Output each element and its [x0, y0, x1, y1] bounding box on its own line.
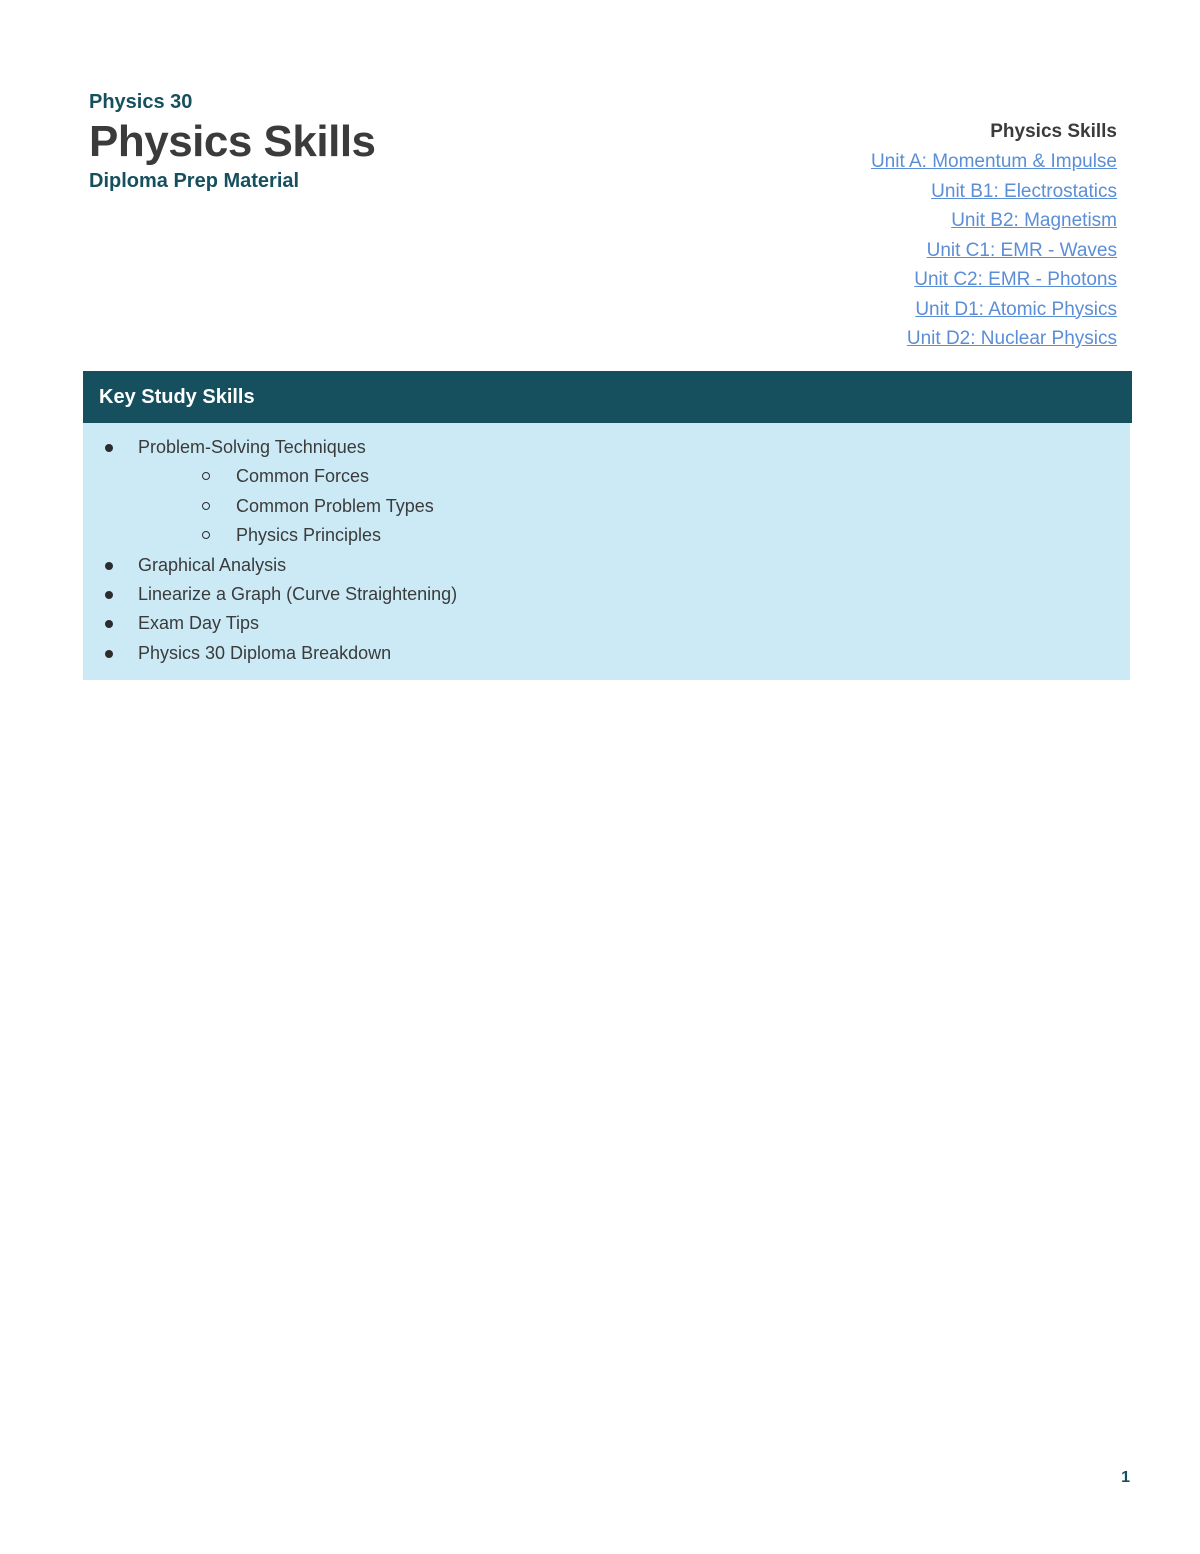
bullet-dot-icon: [105, 562, 113, 570]
sub-list-item: [83, 521, 1130, 550]
bullet-dot-icon: [105, 444, 113, 452]
list-item: [83, 580, 1130, 609]
bullet-dot-icon: [105, 650, 113, 658]
key-study-skills-panel: [83, 371, 1132, 680]
sub-list-item: [83, 492, 1130, 521]
page-number: 1: [1121, 1469, 1130, 1486]
bullet-dot-icon: [105, 591, 113, 599]
skills-title: Key Study Skills: [99, 385, 255, 408]
link-unit-d2[interactable]: Unit D2: Nuclear Physics: [906, 328, 1117, 349]
list-item-text: Common Forces: [236, 466, 370, 487]
unit-navigation: [697, 117, 1117, 354]
link-unit-c2[interactable]: Unit C2: EMR - Photons: [914, 269, 1117, 290]
list-item-text: Linearize a Graph (Curve Straightening): [138, 583, 458, 604]
list-item-text: Problem-Solving Techniques: [138, 437, 366, 457]
link-unit-a[interactable]: Unit A: Momentum & Impulse: [870, 151, 1117, 172]
link-unit-b1[interactable]: Unit B1: Electrostatics: [931, 180, 1117, 202]
bullet-circle-icon: [202, 502, 210, 510]
bullet-dot-icon: [105, 620, 113, 628]
list-item: [83, 433, 1130, 462]
list-item-text: Common Problem Types: [236, 495, 434, 516]
course-name: Physics 30: [89, 91, 193, 113]
skills-header-bar: [83, 371, 1132, 423]
list-item: [83, 609, 1130, 638]
list-item: [83, 551, 1130, 580]
list-item-text: Physics 30 Diploma Breakdown: [138, 642, 392, 663]
sub-list-item: [83, 462, 1130, 491]
list-item-text: Exam Day Tips: [138, 613, 260, 634]
bullet-circle-icon: [202, 472, 210, 480]
list-item: [83, 639, 1130, 668]
list-item-text: Graphical Analysis: [138, 554, 287, 575]
list-item-text: Physics Principles: [236, 525, 382, 546]
page-subtitle: Diploma Prep Material: [89, 170, 300, 192]
toc-title: Physics Skills: [990, 121, 1117, 142]
bullet-circle-icon: [202, 531, 210, 539]
link-unit-b2[interactable]: Unit B2: Magnetism: [951, 210, 1117, 231]
link-unit-d1[interactable]: Unit D1: Atomic Physics: [915, 298, 1117, 320]
skills-list: [83, 423, 1130, 680]
page-title: Physics Skills: [89, 117, 376, 166]
document-header: [89, 88, 649, 194]
link-unit-c1[interactable]: Unit C1: EMR - Waves: [926, 239, 1117, 261]
